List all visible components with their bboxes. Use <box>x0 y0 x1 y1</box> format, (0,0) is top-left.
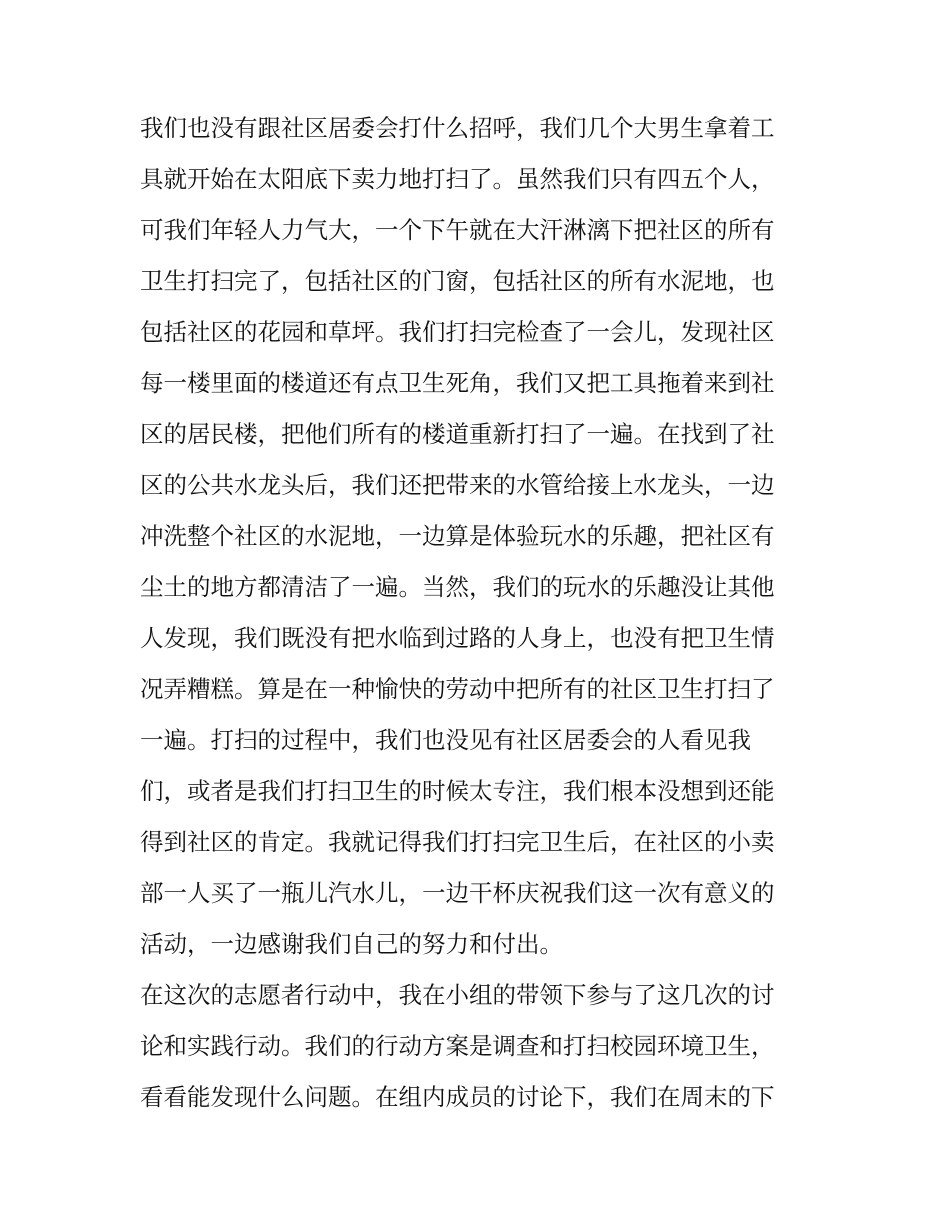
text-line: 区的公共水龙头后，我们还把带来的水管给接上水龙头，一边 <box>140 471 775 499</box>
text-line: 论和实践行动。我们的行动方案是调查和打扫校园环境卫生， <box>140 1032 775 1060</box>
text-line: 得到社区的肯定。我就记得我们打扫完卫生后，在社区的小卖 <box>140 828 775 856</box>
text-line: 可我们年轻人力气大，一个下午就在大汗淋漓下把社区的所有 <box>140 216 775 244</box>
text-line: 部一人买了一瓶儿汽水儿，一边干杯庆祝我们这一次有意义的 <box>140 879 775 907</box>
text-line: 区的居民楼，把他们所有的楼道重新打扫了一遍。在找到了社 <box>140 420 775 448</box>
text-line: 看看能发现什么问题。在组内成员的讨论下，我们在周末的下 <box>140 1083 775 1111</box>
text-line: 包括社区的花园和草坪。我们打扫完检查了一会儿，发现社区 <box>140 318 775 346</box>
body-text <box>140 103 820 1123</box>
text-line: 尘土的地方都清洁了一遍。当然，我们的玩水的乐趣没让其他 <box>140 573 775 601</box>
text-line: 在这次的志愿者行动中，我在小组的带领下参与了这几次的讨 <box>140 981 775 1009</box>
text-line: 我们也没有跟社区居委会打什么招呼，我们几个大男生拿着工 <box>140 114 775 142</box>
text-line: 每一楼里面的楼道还有点卫生死角，我们又把工具拖着来到社 <box>140 369 775 397</box>
text-line: 们，或者是我们打扫卫生的时候太专注，我们根本没想到还能 <box>140 777 775 805</box>
text-line: 具就开始在太阳底下卖力地打扫了。虽然我们只有四五个人， <box>140 165 775 193</box>
text-line: 况弄糟糕。算是在一种愉快的劳动中把所有的社区卫生打扫了 <box>140 675 775 703</box>
text-line: 一遍。打扫的过程中，我们也没见有社区居委会的人看见我 <box>140 726 751 754</box>
text-line: 冲洗整个社区的水泥地，一边算是体验玩水的乐趣，把社区有 <box>140 522 775 550</box>
text-line: 人发现，我们既没有把水临到过路的人身上，也没有把卫生情 <box>140 624 775 652</box>
text-line: 活动，一边感谢我们自己的努力和付出。 <box>140 930 563 958</box>
text-line: 卫生打扫完了，包括社区的门窗，包括社区的所有水泥地，也 <box>140 267 775 295</box>
